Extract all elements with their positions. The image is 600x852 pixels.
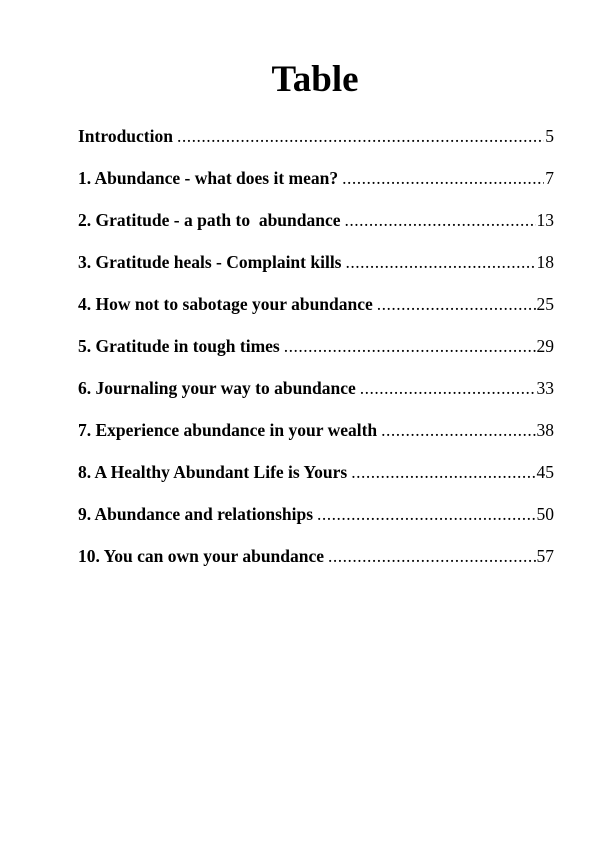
toc-entry-title: 1. Abundance - what does it mean? bbox=[78, 168, 339, 188]
table-of-contents bbox=[78, 124, 554, 586]
toc-entry-page: 57 bbox=[536, 546, 554, 566]
toc-entry-title: 6. Journaling your way to abundance bbox=[78, 378, 356, 398]
toc-entry-chapter-7[interactable] bbox=[78, 418, 554, 460]
toc-entry-title: 7. Experience abundance in your wealth bbox=[78, 420, 378, 440]
toc-entry-page: 7 bbox=[545, 168, 554, 188]
dot-leader bbox=[284, 334, 536, 358]
toc-entry-title: Introduction bbox=[78, 126, 173, 146]
toc-entry-chapter-5[interactable] bbox=[78, 334, 554, 376]
dot-leader bbox=[342, 166, 544, 190]
toc-entry-title: 2. Gratitude - a path to abundance bbox=[78, 210, 341, 230]
toc-entry-title: 10. You can own your abundance bbox=[78, 546, 325, 566]
toc-entry-chapter-4[interactable] bbox=[78, 292, 554, 334]
toc-entry-chapter-6[interactable] bbox=[78, 376, 554, 418]
toc-entry-chapter-1[interactable] bbox=[78, 166, 554, 208]
dot-leader bbox=[360, 376, 536, 400]
toc-entry-chapter-10[interactable] bbox=[78, 544, 554, 586]
toc-entry-chapter-3[interactable] bbox=[78, 250, 554, 292]
page-title: Table bbox=[271, 59, 359, 100]
dot-leader bbox=[177, 124, 544, 148]
toc-entry-title: 4. How not to sabotage your abundance bbox=[78, 294, 373, 314]
dot-leader bbox=[345, 208, 536, 232]
toc-entry-page: 33 bbox=[536, 378, 554, 398]
dot-leader bbox=[351, 460, 535, 484]
toc-entry-page: 50 bbox=[536, 504, 554, 524]
toc-entry-page: 5 bbox=[545, 126, 554, 146]
toc-entry-page: 45 bbox=[536, 462, 554, 482]
toc-entry-page: 25 bbox=[536, 294, 554, 314]
toc-entry-page: 13 bbox=[536, 210, 554, 230]
dot-leader bbox=[381, 418, 535, 442]
dot-leader bbox=[317, 502, 535, 526]
dot-leader bbox=[346, 250, 536, 274]
dot-leader bbox=[377, 292, 536, 316]
toc-entry-page: 38 bbox=[536, 420, 554, 440]
toc-entry-page: 18 bbox=[536, 252, 554, 272]
toc-entry-title: 9. Abundance and relationships bbox=[78, 504, 314, 524]
toc-entry-introduction[interactable] bbox=[78, 124, 554, 166]
toc-entry-title: 8. A Healthy Abundant Life is Yours bbox=[78, 462, 348, 482]
toc-entry-chapter-9[interactable] bbox=[78, 502, 554, 544]
toc-entry-chapter-2[interactable] bbox=[78, 208, 554, 250]
toc-entry-title: 5. Gratitude in tough times bbox=[78, 336, 280, 356]
toc-entry-page: 29 bbox=[536, 336, 554, 356]
toc-entry-title: 3. Gratitude heals - Complaint kills bbox=[78, 252, 342, 272]
toc-entry-chapter-8[interactable] bbox=[78, 460, 554, 502]
dot-leader bbox=[328, 544, 535, 568]
